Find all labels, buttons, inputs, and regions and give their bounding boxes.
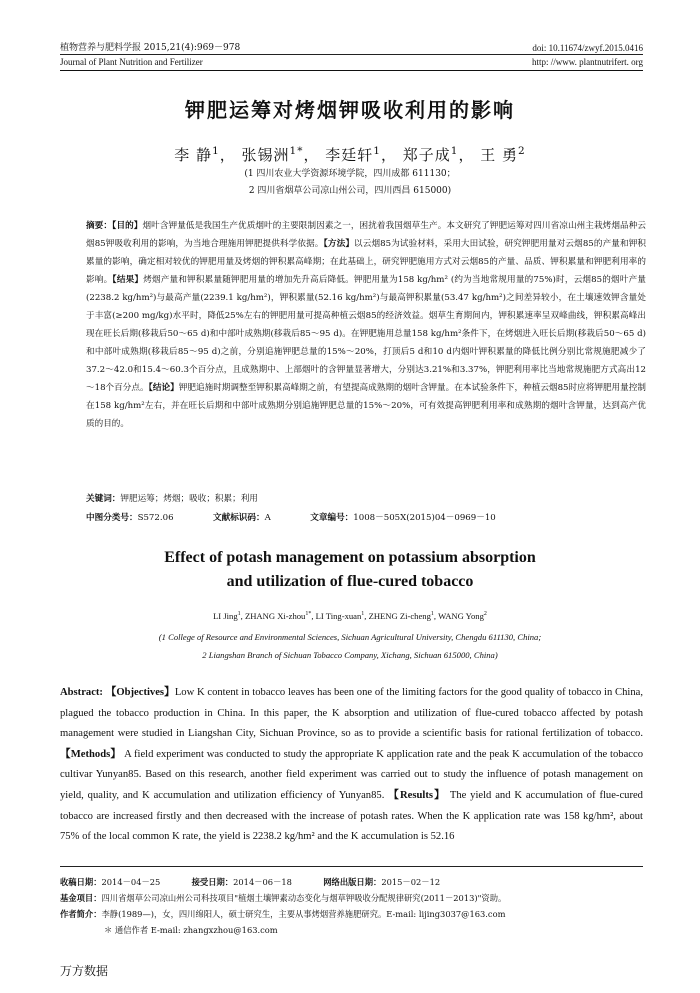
author-name: 张锡洲 [241, 146, 290, 164]
footnote-rule [60, 866, 643, 867]
title-en-line-1: Effect of potash management on potassium absorption [164, 549, 536, 566]
author-name: 李廷轩 [325, 146, 374, 164]
affiliation-cn-2: 2 四川省烟草公司凉山州公司，四川西昌 615000) [248, 186, 452, 196]
fund-footnote: 基金项目：四川省烟草公司凉山州公司科技项目"植烟土壤钾素动态变化与烟草钾吸收分配规律研究(2011－2013)"资助。 [60, 893, 507, 903]
authors-cn: 李 静$^1$， 张锡洲$^{1*}$， 李廷轩$^1$， 郑子成$^1$， 王 勇$^2$ [174, 145, 526, 164]
author-name: 王 勇 [480, 146, 519, 164]
title-en-line-2: and utilization of flue-cured tobacco [226, 573, 474, 590]
abstract-cn: 摘要：【目的】烟叶含钾量低是我国生产优质烟叶的主要限制因素之一，困扰着我国烟草生产。本文研究了钾肥运筹对四川省凉山州主栽烤烟品种云烟85钾吸收利用的影响，为当地合理施用钾肥提供科学依据。【方法】以云烟85为试验材料，采用大田试验，研究钾肥用量对云烟85的产量和钾积累量的影响，确定相对较优的钾肥用量及烤烟的钾积累高峰期；在此基础上，研究钾肥施用方式对云烟85的产量、品质、钾积累量和钾肥利用率的影响。【结果】烤烟产量和钾积累量随钾肥用量的增加先升高后降低。钾肥用量为158 kg/hm² (约为当地常规用量的75%)时，云烟85的烟叶产量(2238.2 kg/hm²)与最高产量(2239.1 kg/hm²)，钾积累量(52.16 kg/hm²)与最高钾积累量(53.47 kg/hm²)之间差异较小，在土壤速效钾含量处于丰富(≥200 mg/kg)水平时，降低25%左右的钾肥用量可提高种植云烟85的经济效益。烟草生育期间内，钾积累速率呈双峰曲线，钾积累高峰出现在旺长后期(移栽后50～65 d)和中部叶成熟期(移栽后85～95 d)。在钾肥施用总量158 kg/hm²条件下，在烤烟进入旺长后期(移栽后50～65 d)和中部叶成熟期(移栽后85～95 d)之前，分别追施钾肥总量的15%～20%，打顶后5 d和10 d内烟叶钾积累量的降低比例分别比常规施肥减少了37.2～42.0和15.4～60.3个百分点，且成熟期中、上部烟叶的含钾量显著增大，分别达3.21%和3.37%，钾肥利用率比当地常规施肥方式高出12～18个百分点。【结论】钾肥追施时期调整至钾积累高峰期之前，有望提高成熟期的烟叶含钾量。在本试验条件下，种植云烟85时应将钾肥用量控制在158 kg/hm²左右，并在旺长后期和中部叶成熟期分别追施钾肥总量的15%～20%，可有效提高钾肥利用率和成熟期的烟叶含钾量，达到高产优质的目的。 [86, 221, 647, 429]
author-bio-footnote: 作者简介：李静(1989—)，女，四川绵阳人，硕士研究生，主要从事烤烟营养施肥研究。E-mail: lijing3037@163.com [60, 909, 506, 919]
header-rule-thin [60, 54, 643, 55]
journal-url[interactable]: http: //www. plantnutrifert. org [532, 57, 643, 67]
doi: doi: 10.11674/zwyf.2015.0416 [532, 43, 643, 53]
author-name: 李 静 [174, 146, 213, 164]
keywords-cn: 关键词：钾肥运筹；烤烟；吸收；积累；利用 [86, 494, 258, 504]
title-cn: 钾肥运筹对烤烟钾吸收利用的影响 [185, 98, 515, 122]
dates-footnote: 收稿日期：2014－04－25 接受日期：2014－06－18 网络出版日期：2015－02－12 [60, 877, 441, 887]
journal-citation-cn: 植物营养与肥料学报 2015,21(4):969－978 [60, 43, 241, 53]
classification-line: 中图分类号：S572.06 文献标识码：A 文章编号：1008－505X(2015)04－0969－10 [86, 513, 496, 523]
affiliation-cn-1: (1 四川农业大学资源环境学院，四川成都 611130； [244, 169, 456, 179]
journal-name-en: Journal of Plant Nutrition and Fertilizer [60, 57, 203, 67]
affiliation-en-2: 2 Liangshan Branch of Sichuan Tobacco Company, Xichang, Sichuan 615000, China) [202, 650, 498, 660]
authors-en: LI Jing$^1$, ZHANG Xi-zhou$^{1*}$, LI Ting-xuan$^1$, ZHENG Zi-cheng$^1$, WANG Yong$^2$ [213, 611, 487, 621]
affiliation-en-1: (1 College of Resource and Environmental Sciences, Sichuan Agricultural University, Chengdu 611130, China; [158, 632, 542, 642]
header-rule [60, 70, 643, 71]
watermark-text: 万方数据 [60, 964, 109, 978]
correspondence-footnote: ＊ 通信作者 E-mail: zhangxzhou@163.com [104, 925, 278, 935]
abstract-en: Abstract: 【Objectives】Low K content in tobacco leaves has been one of the limiting factors for the good quality of tobacco in China, plagued the tobacco production in China. In this paper, the K absorption and utilization of flue-cured tobacco affected by potash management were studied in Liangshan City, Sichuan Province, so as to provide a scientific basis for rational fertilization of tobacco. 【Methods】 A field experiment was conducted to study the appropriate K application rate and the peak K accumulation of the tobacco cultivar Yunyan85. Based on this research, another field experiment was carried out to study the influence of potash management on yield, quality, and K accumulation and utilization efficiency of Yunyan85. 【Results】 The yield and K accumulation of flue-cured tobacco are increased firstly and then decreased with the increase of potash rates. When the K application rate was 158 kg/hm², about 75% of the local common K rate, the yield is 2238.2 kg/hm² and the K accumulation is 52.16 [60, 687, 643, 843]
author-name: 郑子成 [402, 146, 451, 164]
